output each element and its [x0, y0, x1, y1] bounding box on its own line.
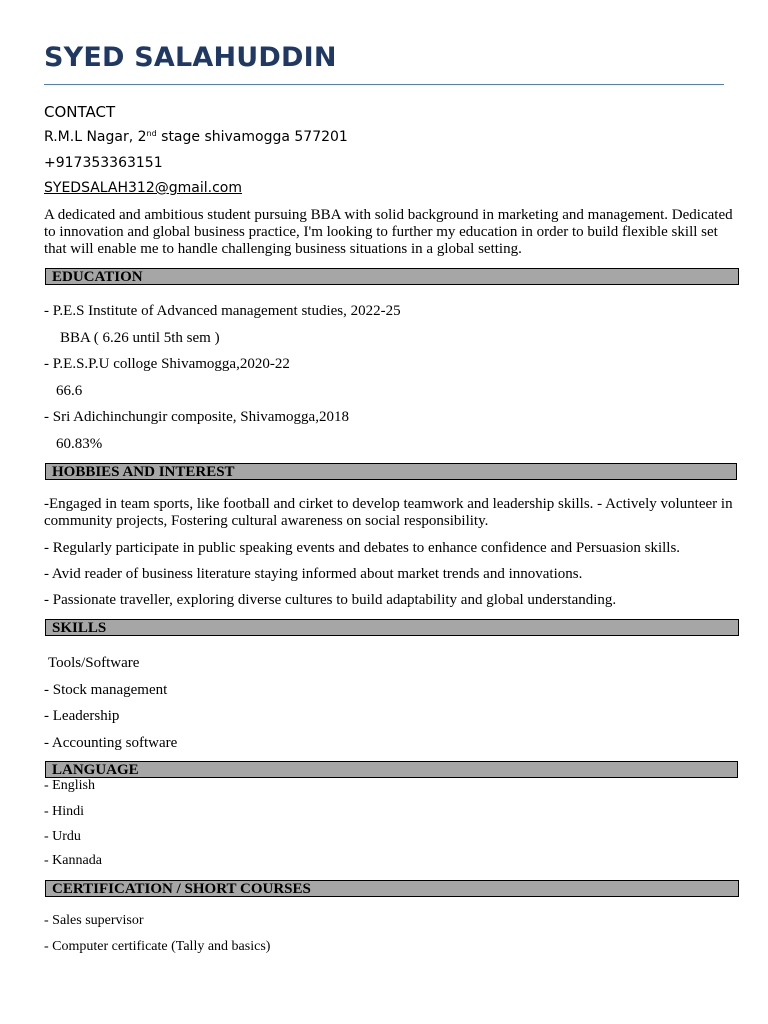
skill-item: - Accounting software — [44, 735, 178, 751]
contact-email-link[interactable]: SYEDSALAH312@gmail.com — [44, 180, 242, 196]
certification-item: - Computer certificate (Tally and basics) — [44, 939, 271, 954]
education-line: - Sri Adichinchungir composite, Shivamogga,2018 — [44, 409, 349, 425]
skills-subheading: Tools/Software — [48, 655, 140, 671]
contact-heading: CONTACT — [44, 103, 116, 121]
address-part-1: R.M.L Nagar, 2 — [44, 129, 147, 145]
language-item: - Urdu — [44, 829, 81, 844]
section-header-education: EDUCATION — [45, 268, 739, 285]
address-part-2: stage shivamogga 577201 — [156, 129, 348, 145]
contact-phone: +917353363151 — [44, 155, 163, 171]
education-line: - P.E.S.P.U colloge Shivamogga,2020-22 — [44, 356, 290, 372]
skill-item: - Stock management — [44, 682, 168, 698]
section-header-skills: SKILLS — [45, 619, 739, 636]
language-item: - Kannada — [44, 853, 102, 868]
education-line: 66.6 — [56, 383, 83, 399]
address-superscript: nd — [146, 129, 157, 138]
hobby-item: - Passionate traveller, exploring diverse cultures to build adaptability and global understanding. — [44, 592, 617, 608]
header-divider — [44, 84, 724, 85]
hobby-item: - Avid reader of business literature staying informed about market trends and innovations. — [44, 566, 583, 582]
candidate-name: SYED SALAHUDDIN — [44, 42, 337, 73]
contact-address — [44, 129, 348, 145]
language-item: - Hindi — [44, 804, 85, 819]
education-line: 60.83% — [56, 436, 103, 452]
skill-item: - Leadership — [44, 708, 120, 724]
section-header-certification: CERTIFICATION / SHORT COURSES — [45, 880, 739, 897]
hobby-item: - Regularly participate in public speaking events and debates to enhance confidence and Persuasion skills. — [44, 540, 681, 556]
section-header-hobbies: HOBBIES AND INTEREST — [45, 463, 737, 480]
education-line: - P.E.S Institute of Advanced management studies, 2022-25 — [44, 303, 401, 319]
certification-item: - Sales supervisor — [44, 913, 144, 928]
language-item: - English — [44, 778, 95, 793]
education-line: BBA ( 6.26 until 5th sem ) — [60, 330, 220, 346]
profile-summary: A dedicated and ambitious student pursuing BBA with solid background in marketing and management. Dedicated to innovation and global business practice, I'm looking to further my education in order to build flexible skill set that will enable me to handle challenging business situations in a global setting. — [44, 207, 733, 257]
section-header-language: LANGUAGE — [45, 761, 738, 778]
hobby-item: -Engaged in team sports, like football and cirket to develop teamwork and leadership skills. - Actively volunteer in community projects, Fostering cultural awareness on social responsibility. — [44, 496, 733, 529]
